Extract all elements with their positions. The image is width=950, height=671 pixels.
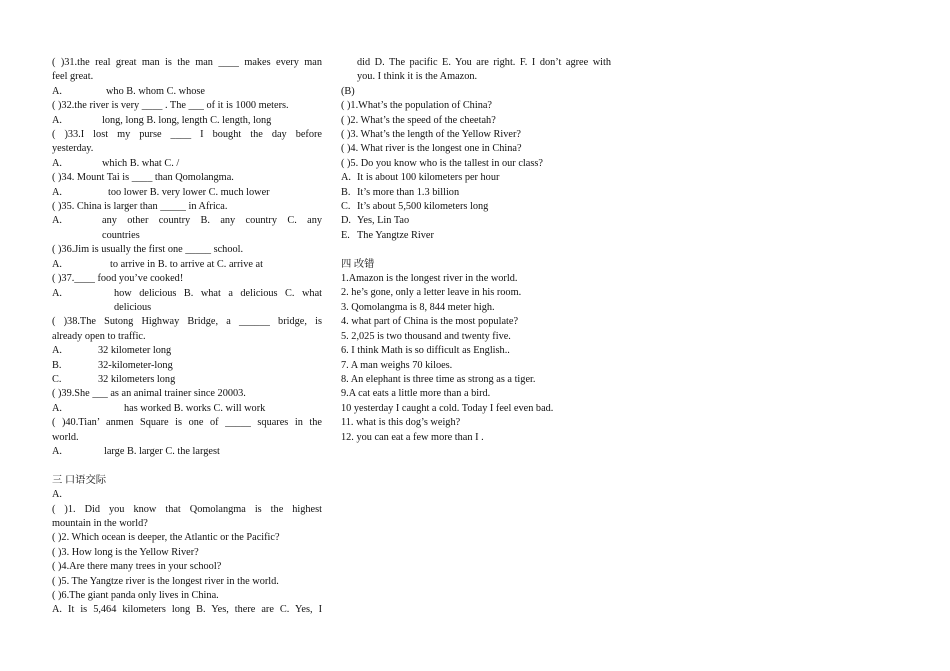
part-a-label: A. [52,489,63,501]
b-option-e [341,229,611,243]
correction-6: 6. I think Math is so difficult as English.. [341,345,510,357]
dialog-a-q1: ( )1. Did you know that Qomolangma is the highest [52,503,322,515]
dialog-a-answers: A. It is 5,464 kilometers long B. Yes, there are C. Yes, I [52,604,322,616]
dialog-a-answers-cont: did D. The pacific E. You are right. F. I don’t agree with [357,57,611,68]
option-text: who B. whom C. whose [106,85,205,97]
b-option-a [341,171,611,185]
b-question-2: ( )2. What’s the speed of the cheetah? [341,114,496,126]
dialog-a-q2: ( )2. Which ocean is deeper, the Atlantic or the Pacific? [52,532,280,544]
q37-options [52,287,322,316]
correction-1: 1.Amazon is the longest river in the world. [341,273,518,285]
option-text-cont: countries [102,229,140,241]
correction-4: 4. what part of China is the most populate? [341,316,519,328]
section-3-title: 三 口语交际 [52,474,107,486]
option-text-cont: delicious [114,301,152,313]
option-key: A. [52,186,63,198]
b-question-3: ( )3. What’s the length of the Yellow River? [341,129,521,141]
option-text: It is about 100 kilometers per hour [357,172,500,184]
b-options [341,171,611,243]
b-question-4: ( )4. What river is the longest one in China? [341,143,522,155]
option-key: B. [52,359,62,371]
option-key: C. [341,201,351,213]
option-key: A. [52,215,63,227]
correction-12: 12. you can eat a few more than I . [341,431,484,443]
option-text-block [102,287,322,316]
option-text: has worked B. works C. will work [124,402,266,414]
q40-stem: ( )40.Tian’ anmen Square is one of _____ squares in the [52,417,322,429]
q32-options [52,114,322,128]
correction-9: 9.A cat eats a little more than a bird. [341,388,491,400]
option-text: too lower B. very lower C. much lower [108,186,270,198]
option-text-block [102,214,322,243]
spacer [341,243,611,257]
q38-stem-cont: already open to traffic. [52,330,146,342]
option-key: D. [341,215,352,227]
q40-stem-cont: world. [52,431,79,443]
correction-5: 5. 2,025 is two thousand and twenty five. [341,330,511,342]
q38-option-a [52,344,322,358]
dialog-a-q3: ( )3. How long is the Yellow River? [52,546,199,558]
correction-11: 11. what is this dog’s weigh? [341,417,461,429]
option-key: C. [52,373,62,385]
option-key: A. [52,445,63,457]
b-option-d [341,214,611,228]
q37-stem: ( )37.____ food you’ve cooked! [52,273,184,285]
q40-options [52,445,322,459]
correction-2: 2. he’s gone, only a letter leave in his room. [341,287,522,299]
option-key: A. [52,85,63,97]
option-text: which B. what C. / [102,157,180,169]
option-text: Yes, Lin Tao [357,215,410,227]
option-text: large B. larger C. the largest [104,445,220,457]
option-key: A. [52,402,63,414]
option-key: A. [52,258,63,270]
option-key: A. [52,114,63,126]
q34-options [52,186,322,200]
dialog-a-q6: ( )6.The giant panda only lives in China. [52,590,219,602]
option-text: 32 kilometer long [98,345,172,357]
right-column [341,56,611,445]
option-text: It’s more than 1.3 billion [357,186,460,198]
q38-stem: ( )38.The Sutong Highway Bridge, a ______ bridge, is [52,316,322,328]
q33-stem-cont: yesterday. [52,143,94,155]
q33-stem: ( )33.I lost my purse ____ I bought the day before [52,129,322,141]
q39-options [52,402,322,416]
q31-options [52,85,322,99]
option-text: 32 kilometers long [98,373,176,385]
dialog-a-answers-cont-2: you. I think it is the Amazon. [357,71,478,83]
option-key: E. [341,229,350,241]
option-text: It’s about 5,500 kilometers long [357,201,489,213]
q32-stem: ( )32.the river is very ____ . The ___ of it is 1000 meters. [52,100,289,112]
spacer [52,459,322,473]
option-text: any other country B. any country C. any [102,215,322,227]
correction-7: 7. A man weighs 70 kiloes. [341,359,453,371]
dialog-a-q4: ( )4.Are there many trees in your school? [52,561,222,573]
q38-option-b [52,359,322,373]
option-text: 32-kilometer-long [98,359,173,371]
left-column [52,56,322,618]
option-key: A. [341,172,352,184]
option-text: how delicious B. what a delicious C. what [114,287,322,299]
option-text: long, long B. long, length C. length, long [102,114,272,126]
part-b-label: (B) [341,85,355,97]
q34-stem: ( )34. Mount Tai is ____ than Qomolangma. [52,172,234,184]
q38-option-c [52,373,322,387]
q33-options [52,157,322,171]
correction-3: 3. Qomolangma is 8, 844 meter high. [341,301,495,313]
q31-stem-cont: feel great. [52,71,94,83]
option-key: A. [52,287,63,299]
dialog-a-q5: ( )5. The Yangtze river is the longest river in the world. [52,575,279,587]
dialog-a-q1-cont: mountain in the world? [52,517,148,529]
b-option-b [341,186,611,200]
option-text: The Yangtze River [357,229,434,241]
q35-options [52,214,322,243]
q35-stem: ( )35. China is larger than _____ in Africa. [52,201,228,213]
option-key: A. [52,157,63,169]
option-key: B. [341,186,351,198]
q31-stem: ( )31.the real great man is the man ____ makes every man [52,57,322,68]
option-key: A. [52,345,63,357]
b-question-5: ( )5. Do you know who is the tallest in our class? [341,157,543,169]
correction-10: 10 yesterday I caught a cold. Today I feel even bad. [341,402,554,414]
option-text: to arrive in B. to arrive at C. arrive at [110,258,263,270]
section-4-title: 四 改错 [341,258,375,270]
q39-stem: ( )39.She ___ as an animal trainer since 20003. [52,388,246,400]
b-question-1: ( )1.What’s the population of China? [341,100,492,112]
q36-stem: ( )36.Jim is usually the first one _____ school. [52,244,244,256]
correction-8: 8. An elephant is three time as strong as a tiger. [341,373,536,385]
q36-options [52,258,322,272]
b-option-c [341,200,611,214]
